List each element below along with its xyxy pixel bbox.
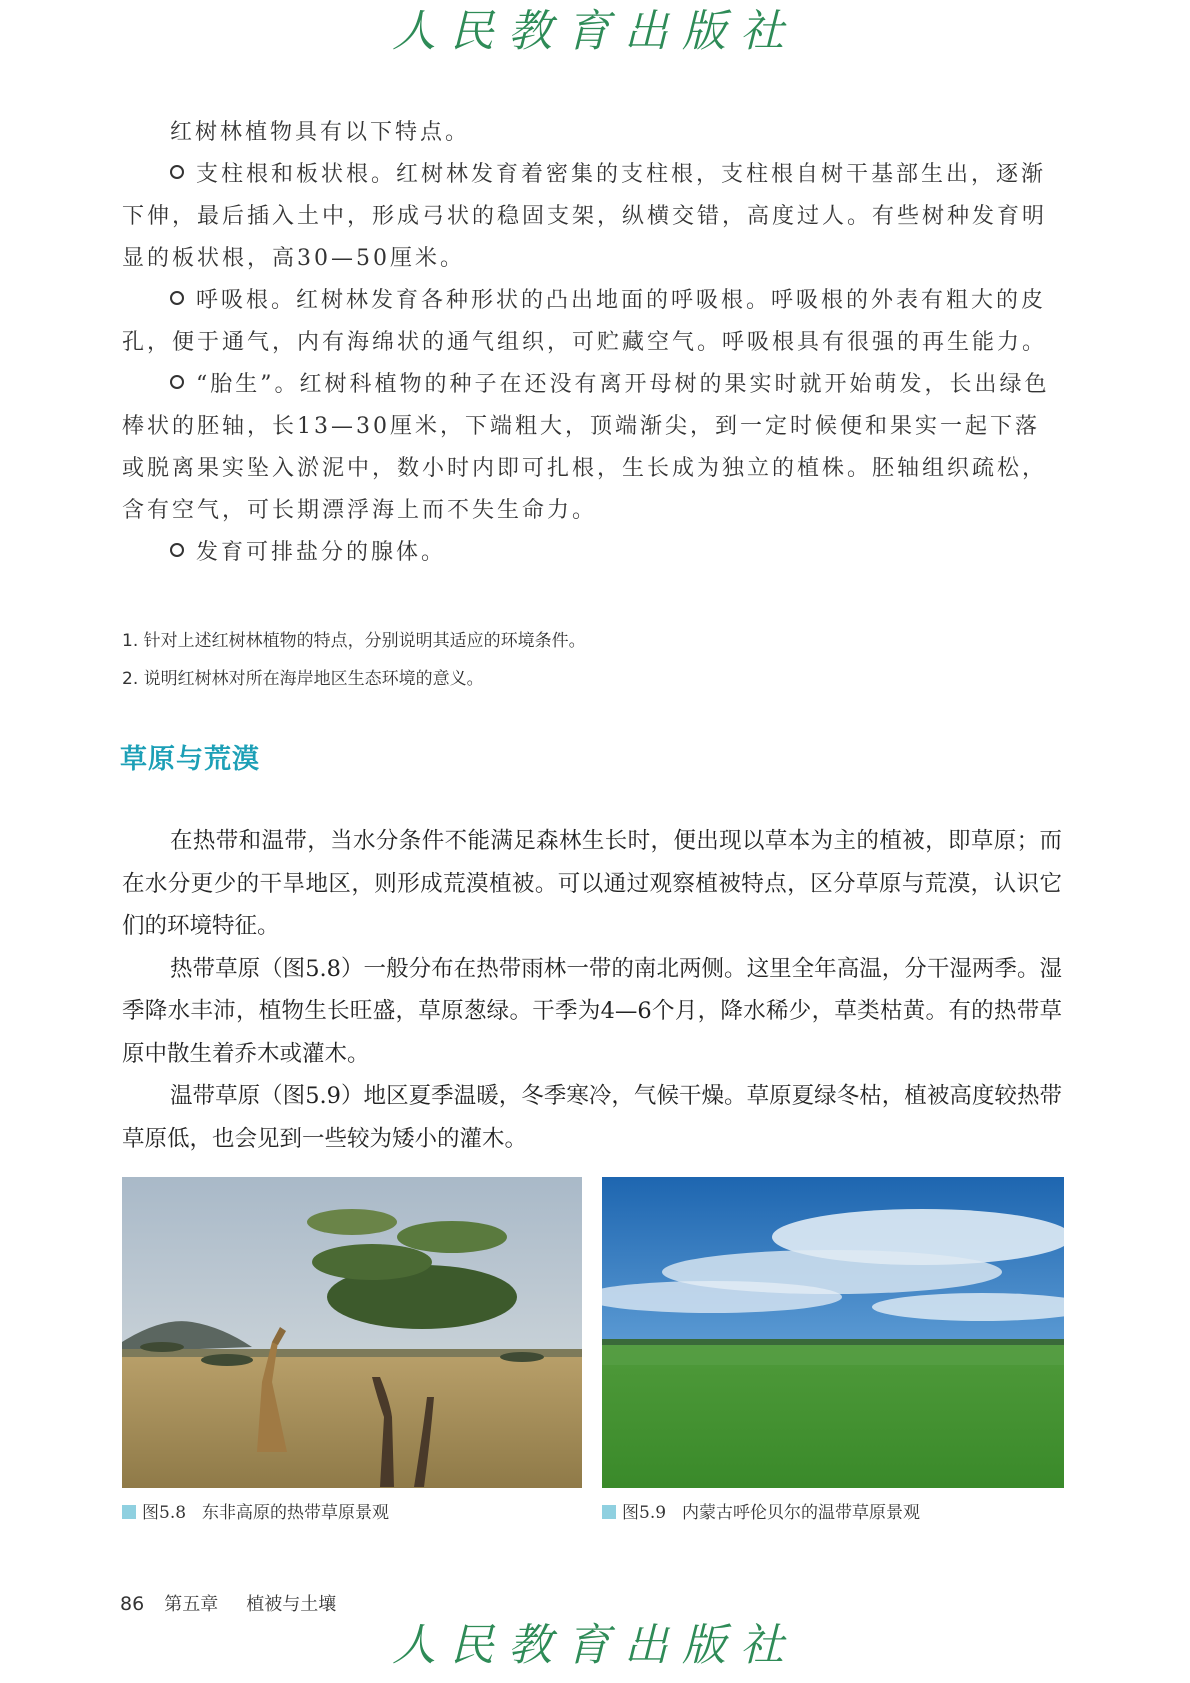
bullet-item: “胎生”。红树科植物的种子在还没有离开母树的果实时就开始萌发，长出绿色棒状的胚轴，长13—30厘米，下端粗大，顶端渐尖，到一定时候便和果实一起下落或脱离果实坠入淤泥中，数小时内即可扎根，生长成为独立的植株。胚轴组织疏松，含有空气，可长期漂浮海上而不失生命力。 — [122, 372, 1050, 523]
mangrove-intro: 红树林植物具有以下特点。 — [170, 120, 471, 145]
question-item: 2. 说明红树林对所在海岸地区生态环境的意义。 — [122, 669, 484, 689]
figure-number: 图5.8 — [142, 1503, 187, 1523]
mangrove-features — [122, 112, 1062, 574]
bullet-ring-icon — [170, 543, 184, 557]
figure-number: 图5.9 — [622, 1503, 667, 1523]
section-body — [122, 820, 1062, 1160]
page-footer — [120, 1590, 336, 1616]
body-paragraph: 在热带和温带，当水分条件不能满足森林生长时，便出现以草本为主的植被，即草原；而在水分更少的干旱地区，则形成荒漠植被。可以通过观察植被特点，区分草原与荒漠，认识它们的环境特征。 — [122, 828, 1062, 939]
figure-title: 内蒙古呼伦贝尔的温带草原景观 — [682, 1503, 921, 1523]
savanna-photo — [122, 1177, 582, 1488]
caption-marker-icon — [122, 1505, 136, 1519]
bullet-ring-icon — [170, 165, 184, 179]
body-paragraph: 热带草原（图5.8）一般分布在热带雨林一带的南北两侧。这里全年高温，分干湿两季。湿季降水丰沛，植物生长旺盛，草原葱绿。干季为4—6个月，降水稀少，草类枯黄。有的热带草原中散生着乔木或灌木。 — [122, 955, 1062, 1067]
question-item: 1. 针对上述红树林植物的特点，分别说明其适应的环境条件。 — [122, 631, 586, 651]
section-title: 草原与荒漠 — [120, 744, 260, 775]
chapter-number: 第五章 — [164, 1594, 219, 1615]
question-list — [122, 622, 1022, 698]
caption-marker-icon — [602, 1505, 616, 1519]
bullet-ring-icon — [170, 291, 184, 305]
publisher-logo-top: 人民教育出版社 — [392, 6, 798, 57]
figure-caption — [602, 1498, 920, 1523]
grassland-photo — [602, 1177, 1064, 1488]
bullet-item: 发育可排盐分的腺体。 — [122, 532, 1062, 574]
page-number: 86 — [120, 1593, 145, 1615]
bullet-ring-icon — [170, 375, 184, 389]
publisher-logo-bottom: 人民教育出版社 — [392, 1620, 798, 1671]
bullet-item: 支柱根和板状根。红树林发育着密集的支柱根，支柱根自树干基部生出，逐渐下伸，最后插入土中，形成弓状的稳固支架，纵横交错，高度过人。有些树种发育明显的板状根，高30—50厘米。 — [122, 162, 1048, 271]
figure-title: 东非高原的热带草原景观 — [202, 1503, 390, 1523]
chapter-title: 植被与土壤 — [246, 1594, 337, 1615]
bullet-item: 呼吸根。红树林发育各种形状的凸出地面的呼吸根。呼吸根的外表有粗大的皮孔，便于通气，内有海绵状的通气组织，可贮藏空气。呼吸根具有很强的再生能力。 — [122, 288, 1048, 355]
body-paragraph: 温带草原（图5.9）地区夏季温暖，冬季寒冷，气候干燥。草原夏绿冬枯，植被高度较热带草原低，也会见到一些较为矮小的灌木。 — [122, 1083, 1062, 1152]
figure-caption — [122, 1498, 389, 1523]
